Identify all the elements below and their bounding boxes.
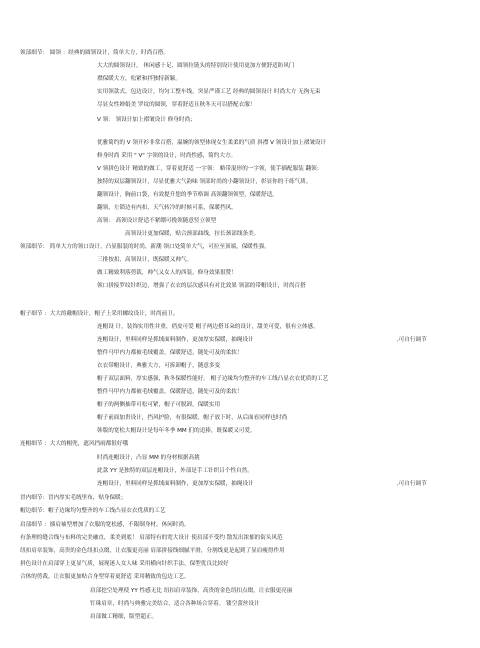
text-line: 翻领，左锁边有内扣，天气转冷的时候可系，保暖挡风。 — [97, 205, 237, 211]
text-line: 帽子前面加贵设计，挡风护脸，有很保暖，帽子放下时，从后面看同样也时尚 — [97, 415, 288, 421]
text-line: V 领： 领设计加上褶皱设计 修身时尚； — [97, 117, 196, 123]
text-line: V 领拼色设计 精致的做工，穿着更舒适 一字领： 略带混形的一字领，使手插配服装 翻领： — [97, 166, 323, 172]
text-line: 此款 YY 是独特的双层连帽设计，外部是手工针织吕个性自然。 — [97, 468, 253, 474]
text-line: 纽扣肩章装饰，高贵的金色纽扣点缀，让衣服更亮丽 肩部拼接线细腻平滑，分割线更是起到了显肩瘦得作用 — [20, 548, 285, 554]
text-line: 领部细节： 简单大方的领口设计，凸显服装的时尚，新潮 领口处简单大气，可拉至顶端，保暖性强。 — [20, 244, 270, 250]
text-line: 做工精致利落剪裁，帅气又女人的西装，修身效果很赞！ — [97, 270, 237, 276]
text-line: 三排按扣，高领设计，既保暖又帅气。 — [97, 257, 193, 263]
text-line: 衣衣带帽设计，典雅大方，可拆卸帽子，随意多变 — [97, 363, 221, 369]
text-line: 肩部做工精细，版型超正。 — [90, 614, 158, 620]
text-line: 尽显女性婵娟美 罗纹的圆领，穿着舒适且秋冬天可以搭配衣服！ — [97, 102, 256, 108]
text-line: 帽子双层面料，厚实感强，秋冬保暖性能好。 帽子边缘均匀整齐的车工线凸显衣衣优质的工艺 — [97, 376, 329, 382]
text-line: 帽子的两侧抽带可松可紧，帽子可脱卸，保暖实用 — [97, 402, 221, 408]
text-line: 时尚连帽设计，凸显 MM 的身材根据高挑 — [97, 455, 200, 461]
text-line: 帽边细节：帽子边缘均匀整齐的车工线凸显衣衣优质的工艺 — [20, 508, 166, 514]
text-line: 高领： 高领设计舒适不紧绷可挽领随意竖立领型 — [97, 218, 217, 224]
text-line: 连帽设计，里料同样是抓绒面料制作，更加厚实保暖，抽绳设计 — [97, 337, 254, 343]
text-line: 整件马甲内力都被毛绒覆盖，保暖舒适，随处可及的柔软！ — [97, 350, 243, 356]
text-line: 高领设计更加保暖，贴合颈部曲线，拉长颈部线条美。 — [125, 231, 260, 237]
text-line: 肩部挖空处理使 YY 性感无比 纽扣肩章装饰，高贵的金色纽扣点缀，让衣服更亮丽 — [90, 588, 293, 594]
text-line: 有条理的缝合线与布料的完美融直，柔美到底！ 肩部特有的宽大设计 使肩部不受约 散发出浓郁的街头风范 — [20, 535, 283, 541]
text-line: 连帽设 计，装饰实用性并重，俏皮可爱 帽子两边搭耳朵的设计，甜美可爱，很有立体感。 — [97, 324, 319, 330]
text-line: 冒内细节：冒内厚实毛绒里布，贴身保暖； — [20, 495, 127, 501]
text-line: 帽子细节 ：大大的戴帽设计，帽子上采用螺纹设计，时尚前卫。 — [20, 311, 179, 317]
text-line: 整件马甲内力都被毛绒覆盖，保暖舒适，随处可及的柔软！ — [97, 389, 243, 395]
text-line: 合体的剪裁，让衣服更加贴合身型穿着更舒适 采用精致的包边工艺。 — [20, 574, 190, 580]
text-line: ,可自行调节 — [397, 337, 427, 343]
text-line: 领部细节： 圆领 ：经典的圆领设计，简单大方，时尚百搭。 — [20, 50, 169, 56]
text-line: 拼色设计在肩部穿上更显气质，展现迷人女人味 采用横向针织手法，保型优良比较好 — [20, 561, 229, 567]
text-line: 独特的双层翻领设计，尽显优雅大气韵味 领部时尚的小翻领设计，彰显你的干练气质。 — [97, 179, 312, 185]
text-line: 翻领设计，胸前口袋，有效提升您的季节格调 高领翻领领型，保暖舒适， — [97, 192, 278, 198]
text-line: 肩部细节 ：插肩袖型增加了衣服的宽松感，不限制身材，休闲时尚。 — [20, 522, 190, 528]
text-line: 连帽细节 ：大大的帽兜，遮风挡雨都很好哦 — [20, 441, 129, 447]
text-line: 大大的圆领设计， 休闲感十足，圆领拉链头的特别设计使用更加方便舒适防风门 — [97, 63, 295, 69]
text-line: 修身时尚 采用 " V" 字领的设计，时尚性感，简约大方。 — [97, 153, 237, 159]
text-line: 襟保暖大方，松紧和拌独特新颖。 — [97, 76, 181, 82]
text-line: ,可自行调节 — [397, 481, 427, 487]
text-line: 实用领款式，包边设计，均匀工整车线，突显严谨工艺 经典的圆领设计 时尚大方 无拘无束 — [97, 89, 321, 95]
text-line: 优雅简约的 V 领开衫非常百搭，温婉的领型体现女生柔柔的气质 斜襟 V 领设计加上褶皱设计 — [97, 140, 327, 146]
text-line: 领口拼接罗纹针织边，增强了衣衣的层次感具有对比效果 领部的带帽设计，时尚百搭 — [97, 283, 306, 289]
text-line: 钉珠肩章，时尚与典雅完美结合，适合各种场合穿着。 镂空蕾丝设计 — [90, 601, 260, 607]
text-line: 连帽设计，里料同样是抓绒面料制作，更加厚实保暖，抽绳设计 — [97, 481, 254, 487]
text-line: 韩版的宽松大帽设计是每年冬季 MM 们的追捧，既保暖又可爱。 — [97, 428, 256, 434]
